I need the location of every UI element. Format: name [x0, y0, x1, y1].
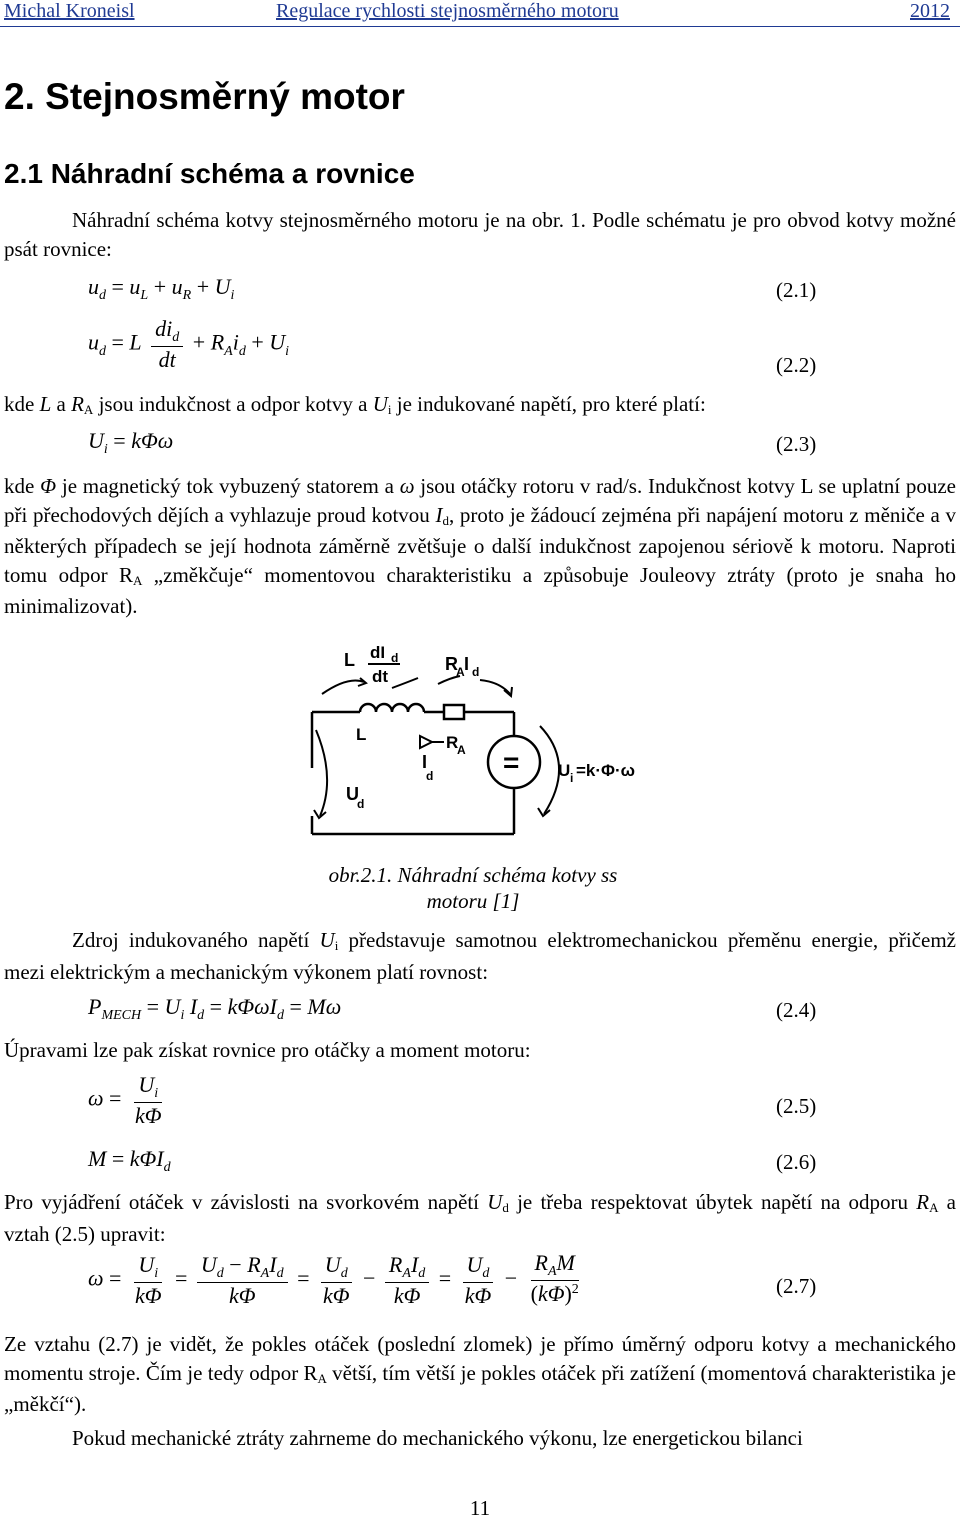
page-number: 11 — [469, 1496, 491, 1520]
equation-number-2-5: (2.5) — [776, 1094, 817, 1118]
equation-2-6: M = kΦI$_d$ — [88, 1146, 171, 1175]
figure-label-Id-top: I — [464, 654, 470, 674]
figure-arrow-Ui — [540, 726, 559, 814]
header-title: Regulace rychlosti stejnosměrného motoru — [276, 0, 619, 22]
equation-number-2-4: (2.4) — [776, 998, 817, 1022]
figure-label-L: L — [344, 650, 355, 670]
figure-inductor — [360, 704, 424, 712]
header-year: 2012 — [910, 0, 950, 22]
figure-label-RA-sub: A — [456, 665, 465, 679]
figure-caption-line1: obr.2.1. Náhradní schéma kotvy ss — [328, 863, 618, 887]
equation-number-2-6: (2.6) — [776, 1150, 817, 1174]
figure-label-dt: dt — [372, 667, 389, 686]
equation-2-1: $u_d = u_L + u_R + U_i$ — [88, 274, 235, 303]
figure-label-RA-lower: R — [446, 733, 459, 752]
figure-label-L-lower: L — [356, 725, 367, 744]
subsection-title: 2.1 Náhradní schéma a rovnice — [4, 158, 415, 189]
equation-number-2-2: (2.2) — [776, 353, 817, 377]
paragraph-definitions: kde L a RA jsou indukčnost a odpor kotvy a Ui je indukované napětí, pro které platí: — [4, 392, 706, 417]
armature-equivalent-circuit-diagram — [300, 638, 660, 858]
paragraph-mechanical-losses: Pokud mechanické ztráty zahrneme do mechanického výkonu, lze energetickou bilanci — [72, 1426, 803, 1450]
figure-caption-line2: motoru [1] — [426, 889, 520, 913]
figure-label-eq: = — [503, 747, 520, 778]
paragraph-terminal-voltage: Pro vyjádření otáček v závislosti na svorkovém napětí Ud je třeba respektovat úbytek napětí na odporu RA a vztah (2.5) upravit: — [4, 1190, 956, 1246]
header-divider — [0, 26, 960, 27]
figure-label-Id: I — [422, 752, 428, 772]
paragraph-rearrangement: Úpravami lze pak získat rovnice pro otáčky a moment motoru: — [4, 1038, 531, 1062]
figure-current-arrow — [420, 736, 432, 748]
equation-number-2-7: (2.7) — [776, 1274, 817, 1298]
figure-arrow-Ud — [316, 730, 327, 816]
equation-2-5: ω = $\frac{U_i}{k\Phi}$ — [88, 1072, 162, 1128]
equation-2-7: ω = $\frac{U_i}{k\Phi}$ = $\frac{U_d - R_AI_d}{k\Phi}$ = $\frac{U_d}{k\Phi}$ − $\frac{R_AI_d}{k\Phi}$ = $\frac{U_d}{k\Phi}$ − $\frac{R_AM}{(k\Phi)^2}$ — [88, 1250, 579, 1308]
figure-label-Ui-sub: i — [570, 771, 574, 785]
paragraph-intro: Náhradní schéma kotvy stejnosměrného motoru je na obr. 1. Podle schématu je pro obvod kotvy možné psát rovnice: — [4, 208, 956, 261]
figure-label-Ui: U — [558, 761, 571, 780]
figure-label-dI-sub: d — [391, 651, 399, 665]
equation-number-2-3: (2.3) — [776, 432, 817, 456]
equation-number-2-1: (2.1) — [776, 278, 817, 302]
figure-label-Id-top-sub: d — [472, 665, 480, 679]
figure-arrow-L-voltage — [322, 681, 364, 695]
equation-2-2: $u_d = L$ $\frac{di_d}{dt}$ + $R_Ai_d + U_i$ — [88, 316, 290, 372]
header-author: Michal Kroneisl — [4, 0, 135, 22]
figure-label-Id-sub: d — [426, 769, 434, 783]
paragraph-flux: kde Φ je magnetický tok vybuzený statorem a ω jsou otáčky rotoru v rad/s. Indukčnost kotvy L se uplatní pouze při přechodových dějích a vyhlazuje proud kotvou Id, proto je žádoucí zejména při napájení motoru z měniče a v některých případech se její hodnota záměrně zvětšuje o další indukčnost zapojenou sériově k motoru. Naproti tomu odpor RA „změkčuje“ momentovou charakteristiku a způsobuje Jouleovy ztráty (proto je snaha ho minimalizovat). — [4, 474, 957, 618]
figure-label-Ui-expr: =k·Φ·ω — [576, 761, 636, 780]
figure-label-RA: R — [445, 654, 458, 674]
equation-2-3: $U_i = k\Phi\omega$ — [88, 428, 174, 457]
figure-resistor — [444, 705, 464, 719]
figure-label-dI: dI — [370, 643, 386, 662]
section-title: 2. Stejnosměrný motor — [4, 76, 405, 117]
figure-label-Ud: U — [346, 784, 359, 804]
figure-label-Ud-sub: d — [357, 797, 365, 811]
paragraph-induced-voltage: Zdroj indukovaného napětí Ui představuje samotnou elektromechanickou přeměnu energie, přičemž mezi elektrickým a mechanickým výkonem platí rovnost: — [4, 928, 956, 984]
figure-label-RA-lower-sub: A — [457, 743, 466, 757]
paragraph-conclusion: Ze vztahu (2.7) je vidět, že pokles otáček (poslední zlomek) je přímo úměrný odporu kotvy a mechanického momentu stroje. Čím je tedy odpor RA větší, tím větší je pokles otáček při zatížení (momentová charakteristika je „měkčí“). — [4, 1332, 957, 1416]
equation-2-4: $P_{MECH} = U_i$ $I_d = k\Phi\omega I_d = M\omega$ — [88, 994, 342, 1023]
